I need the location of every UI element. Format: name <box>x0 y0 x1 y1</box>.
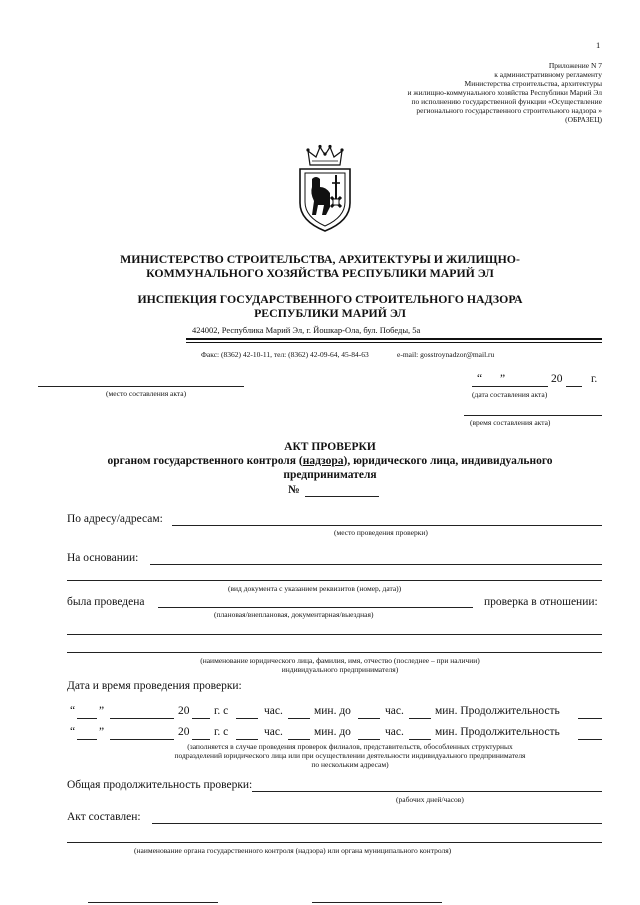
date-quote-close: ” <box>500 373 506 385</box>
basis-field-line-2[interactable] <box>67 580 602 581</box>
entity-caption-line-2: индивидуального предпринимателя) <box>281 665 399 674</box>
ministry-line-1: МИНИСТЕРСТВО СТРОИТЕЛЬСТВА, АРХИТЕКТУРЫ И ЖИЛИЩНО- <box>120 252 520 266</box>
row1-hour-from-field[interactable] <box>236 718 258 719</box>
compiled-label: Акт составлен: <box>67 811 141 823</box>
header-rule-thin <box>186 342 602 343</box>
date-year-field[interactable] <box>566 386 582 387</box>
address-label: По адресу/адресам: <box>67 513 163 525</box>
act-title <box>0 440 640 482</box>
basis-field[interactable] <box>150 564 602 565</box>
bottom-line-left <box>88 902 218 903</box>
entity-field-line-1[interactable] <box>67 634 602 635</box>
total-duration-field[interactable] <box>252 791 602 792</box>
date-caption: (дата составления акта) <box>472 390 548 399</box>
time-caption: (время составления акта) <box>470 418 551 427</box>
email-line: e-mail: gosstroynadzor@mail.ru <box>397 350 495 359</box>
appendix-line: Министерства строительства, архитектуры <box>464 79 602 88</box>
row1-day-field[interactable] <box>77 718 97 719</box>
total-duration-label: Общая продолжительность проверки: <box>67 779 253 791</box>
act-title-text-a: органом государственного контроля ( <box>107 455 303 467</box>
regarding-label: проверка в отношении: <box>484 596 598 608</box>
contacts-line: Факс: (8362) 42-10-11, тел: (8362) 42-09-64, 45-84-63 <box>201 350 369 359</box>
place-caption: (место составления акта) <box>106 389 187 398</box>
row1-year: 20 <box>178 705 190 717</box>
entity-caption <box>60 656 620 674</box>
appendix-block <box>272 61 602 124</box>
note-line-1: (заполняется в случае проведения проверок филиалов, представительств, обособленных структурных <box>187 742 513 751</box>
row1-min-do-label: мин. до <box>314 705 351 717</box>
row2-year-field[interactable] <box>192 739 210 740</box>
date-quote-open: “ <box>477 373 483 385</box>
appendix-line: к административному регламенту <box>494 70 602 79</box>
row2-day-field[interactable] <box>77 739 97 740</box>
datetime-label: Дата и время проведения проверки: <box>67 680 242 692</box>
inspection-line-1: ИНСПЕКЦИЯ ГОСУДАРСТВЕННОГО СТРОИТЕЛЬНОГО НАДЗОРА <box>137 292 523 306</box>
act-title-line-1: АКТ ПРОВЕРКИ <box>284 441 376 453</box>
act-number-field[interactable] <box>305 496 379 497</box>
row1-g-s: г. с <box>214 705 229 717</box>
row1-min-to-field[interactable] <box>409 718 431 719</box>
inspection-heading <box>0 292 640 320</box>
date-year-prefix: 20 <box>551 373 563 385</box>
row2-duration-field[interactable] <box>578 739 602 740</box>
row1-duration-field[interactable] <box>578 718 602 719</box>
note-line-2: подразделений юридического лица или при осуществлении деятельности индивидуального предпринимателя <box>174 751 526 760</box>
place-field[interactable] <box>38 386 244 387</box>
header-rule-thick <box>186 338 602 340</box>
time-field[interactable] <box>464 415 602 416</box>
act-title-line-3: предпринимателя <box>283 469 377 481</box>
entity-caption-line-1: (наименование юридического лица, фамилия, имя, отчество (последнее – при наличии) <box>200 656 480 665</box>
row1-quote-open: “ <box>70 705 76 717</box>
appendix-line: регионального государственного строительного надзора » <box>416 106 602 115</box>
branches-note <box>40 742 640 769</box>
ministry-line-2: КОММУНАЛЬНОГО ХОЗЯЙСТВА РЕСПУБЛИКИ МАРИЙ ЭЛ <box>146 266 494 280</box>
row2-hour2-label: час. <box>385 726 404 738</box>
date-month-field[interactable] <box>472 386 548 387</box>
basis-label: На основании: <box>67 552 139 564</box>
compiled-field[interactable] <box>152 823 602 824</box>
compiled-field-line-2[interactable] <box>67 842 602 843</box>
basis-caption: (вид документа с указанием реквизитов (номер, дата)) <box>228 584 402 593</box>
ministry-heading <box>0 252 640 280</box>
date-year-suffix: г. <box>591 373 598 385</box>
row2-hour-to-field[interactable] <box>358 739 380 740</box>
row1-year-field[interactable] <box>192 718 210 719</box>
row1-duration-label: мин. Продолжительность <box>435 705 560 717</box>
bottom-line-right <box>312 902 442 903</box>
row2-g-s: г. с <box>214 726 229 738</box>
conducted-label: была проведена <box>67 596 145 608</box>
row2-hour-label: час. <box>264 726 283 738</box>
act-title-line-2 <box>0 454 640 468</box>
address-field[interactable] <box>172 525 602 526</box>
compiled-caption: (наименование органа государственного контроля (надзора) или органа муниципального контроля) <box>134 846 452 855</box>
row1-hour-to-field[interactable] <box>358 718 380 719</box>
appendix-line: по исполнению государственной функции «Осуществление <box>411 97 602 106</box>
inspection-line-2: РЕСПУБЛИКИ МАРИЙ ЭЛ <box>254 306 406 320</box>
appendix-line: и жилищно-коммунального хозяйства Республики Марий Эл <box>407 88 602 97</box>
row2-duration-label: мин. Продолжительность <box>435 726 560 738</box>
act-title-text-underlined: надзора <box>302 455 344 467</box>
row2-quote-open: “ <box>70 726 76 738</box>
number-sign: № <box>288 484 300 496</box>
entity-field-line-2[interactable] <box>67 652 602 653</box>
row1-quote-close: ” <box>99 705 105 717</box>
page-number: 1 <box>596 40 601 50</box>
address-line: 424002, Республика Марий Эл, г. Йошкар-Ола, бул. Победы, 5а <box>192 325 421 335</box>
address-caption: (место проведения проверки) <box>334 528 428 537</box>
row2-quote-close: ” <box>99 726 105 738</box>
conducted-field[interactable] <box>158 607 473 608</box>
appendix-line: Приложение N 7 <box>548 61 602 70</box>
row1-hour2-label: час. <box>385 705 404 717</box>
row2-min-to-field[interactable] <box>409 739 431 740</box>
coat-of-arms-icon <box>296 143 354 233</box>
note-line-3: по нескольким адресам) <box>311 760 389 769</box>
row2-hour-from-field[interactable] <box>236 739 258 740</box>
act-title-text-b: ), юридического лица, индивидуального <box>343 455 553 467</box>
row2-min-do-label: мин. до <box>314 726 351 738</box>
row1-min-from-field[interactable] <box>288 718 310 719</box>
row1-hour-label: час. <box>264 705 283 717</box>
row2-year: 20 <box>178 726 190 738</box>
row2-month-field[interactable] <box>110 739 174 740</box>
conducted-caption: (плановая/внеплановая, документарная/выездная) <box>214 610 374 619</box>
row2-min-from-field[interactable] <box>288 739 310 740</box>
total-duration-caption: (рабочих дней/часов) <box>396 795 464 804</box>
appendix-line: (ОБРАЗЕЦ) <box>565 115 602 124</box>
row1-month-field[interactable] <box>110 718 174 719</box>
